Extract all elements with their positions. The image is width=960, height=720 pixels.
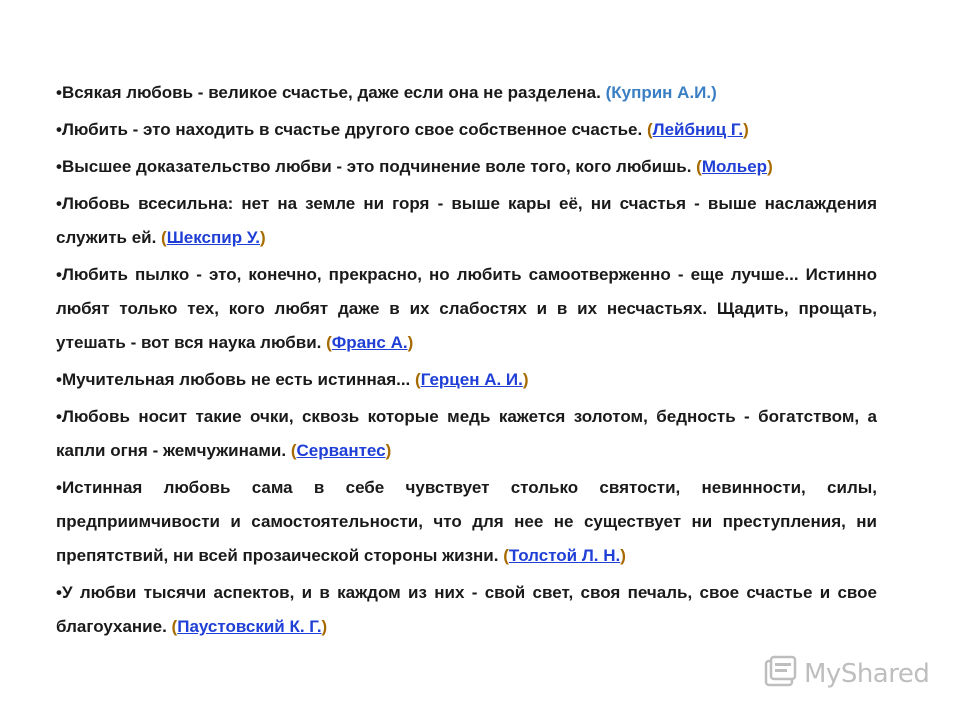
quote-list xyxy=(56,76,877,647)
quote-text: •Высшее доказательство любви - это подчинение воле того, кого любишь. xyxy=(56,157,697,176)
close-paren: ) xyxy=(522,370,529,389)
author-link[interactable]: Франс А. xyxy=(331,333,408,352)
quote-text: •Любовь носит такие очки, сквозь которые медь кажется золотом, бедность - богатством, а капли огня - жемчужинами. xyxy=(56,407,877,460)
open-paren: ( xyxy=(503,546,509,565)
open-paren: ( xyxy=(290,441,297,460)
watermark-text: MyShared xyxy=(804,659,930,689)
open-paren: ( xyxy=(326,333,332,352)
myshared-logo-icon xyxy=(764,655,798,694)
close-paren: ) xyxy=(620,546,626,565)
open-paren: ( xyxy=(646,120,653,139)
close-paren: ) xyxy=(407,333,414,352)
author-link[interactable]: Шекспир У. xyxy=(166,228,260,247)
quote-text: •Всякая любовь - великое счастье, даже если она не разделена. xyxy=(56,83,606,102)
close-paren: ) xyxy=(743,120,749,139)
quote-item xyxy=(56,76,877,110)
author-link[interactable]: Лейбниц Г. xyxy=(652,120,744,139)
quote-text: •Мучительная любовь не есть истинная... xyxy=(56,370,416,389)
quote-item xyxy=(56,400,877,468)
quote-text: •Истинная любовь сама в себе чувствует столько святости, невинности, силы, предприимчивости и самостоятельности, что для нее не существует ни преступления, ни препятствий, ни всей прозаической стороны жизни. xyxy=(56,478,877,565)
quote-item xyxy=(56,471,877,573)
close-paren: ) xyxy=(260,228,266,247)
quote-text: •У любви тысячи аспектов, и в каждом из них - свой свет, своя печаль, свое счастье и свое благоухание. xyxy=(56,583,877,636)
quote-text: •Любовь всесильна: нет на земле ни горя - выше кары её, ни счастья - выше наслаждения служить ей. xyxy=(56,194,877,247)
close-paren: ) xyxy=(385,441,392,460)
quote-item xyxy=(56,576,877,644)
author-link[interactable]: Паустовский К. Г. xyxy=(177,617,322,636)
author-link[interactable]: Мольер xyxy=(701,157,768,176)
quote-item xyxy=(56,113,877,147)
open-paren: ( xyxy=(696,157,702,176)
close-paren: ) xyxy=(321,617,328,636)
quote-item xyxy=(56,187,877,255)
myshared-watermark xyxy=(764,654,934,694)
quote-item xyxy=(56,363,877,397)
open-paren: ( xyxy=(161,228,167,247)
open-paren: ( xyxy=(415,370,421,389)
author-link[interactable]: Толстой Л. Н. xyxy=(508,546,621,565)
quote-item xyxy=(56,150,877,184)
author-link[interactable]: Сервантес xyxy=(296,441,386,460)
author-link[interactable]: Герцен А. И. xyxy=(420,370,523,389)
quote-item xyxy=(56,258,877,360)
open-paren: ( xyxy=(171,617,178,636)
quote-text: •Любить - это находить в счастье другого свое собственное счастье. xyxy=(56,120,647,139)
quote-text: •Любить пылко - это, конечно, прекрасно, но любить самоотверженно - еще лучше... Истинно любят только тех, кого любят даже в их слабостях и в их несчастьях. Щадить, прощать, утешать - вот вся наука любви. xyxy=(56,265,877,352)
quote-author: (Куприн А.И.) xyxy=(605,83,717,102)
close-paren: ) xyxy=(767,157,773,176)
